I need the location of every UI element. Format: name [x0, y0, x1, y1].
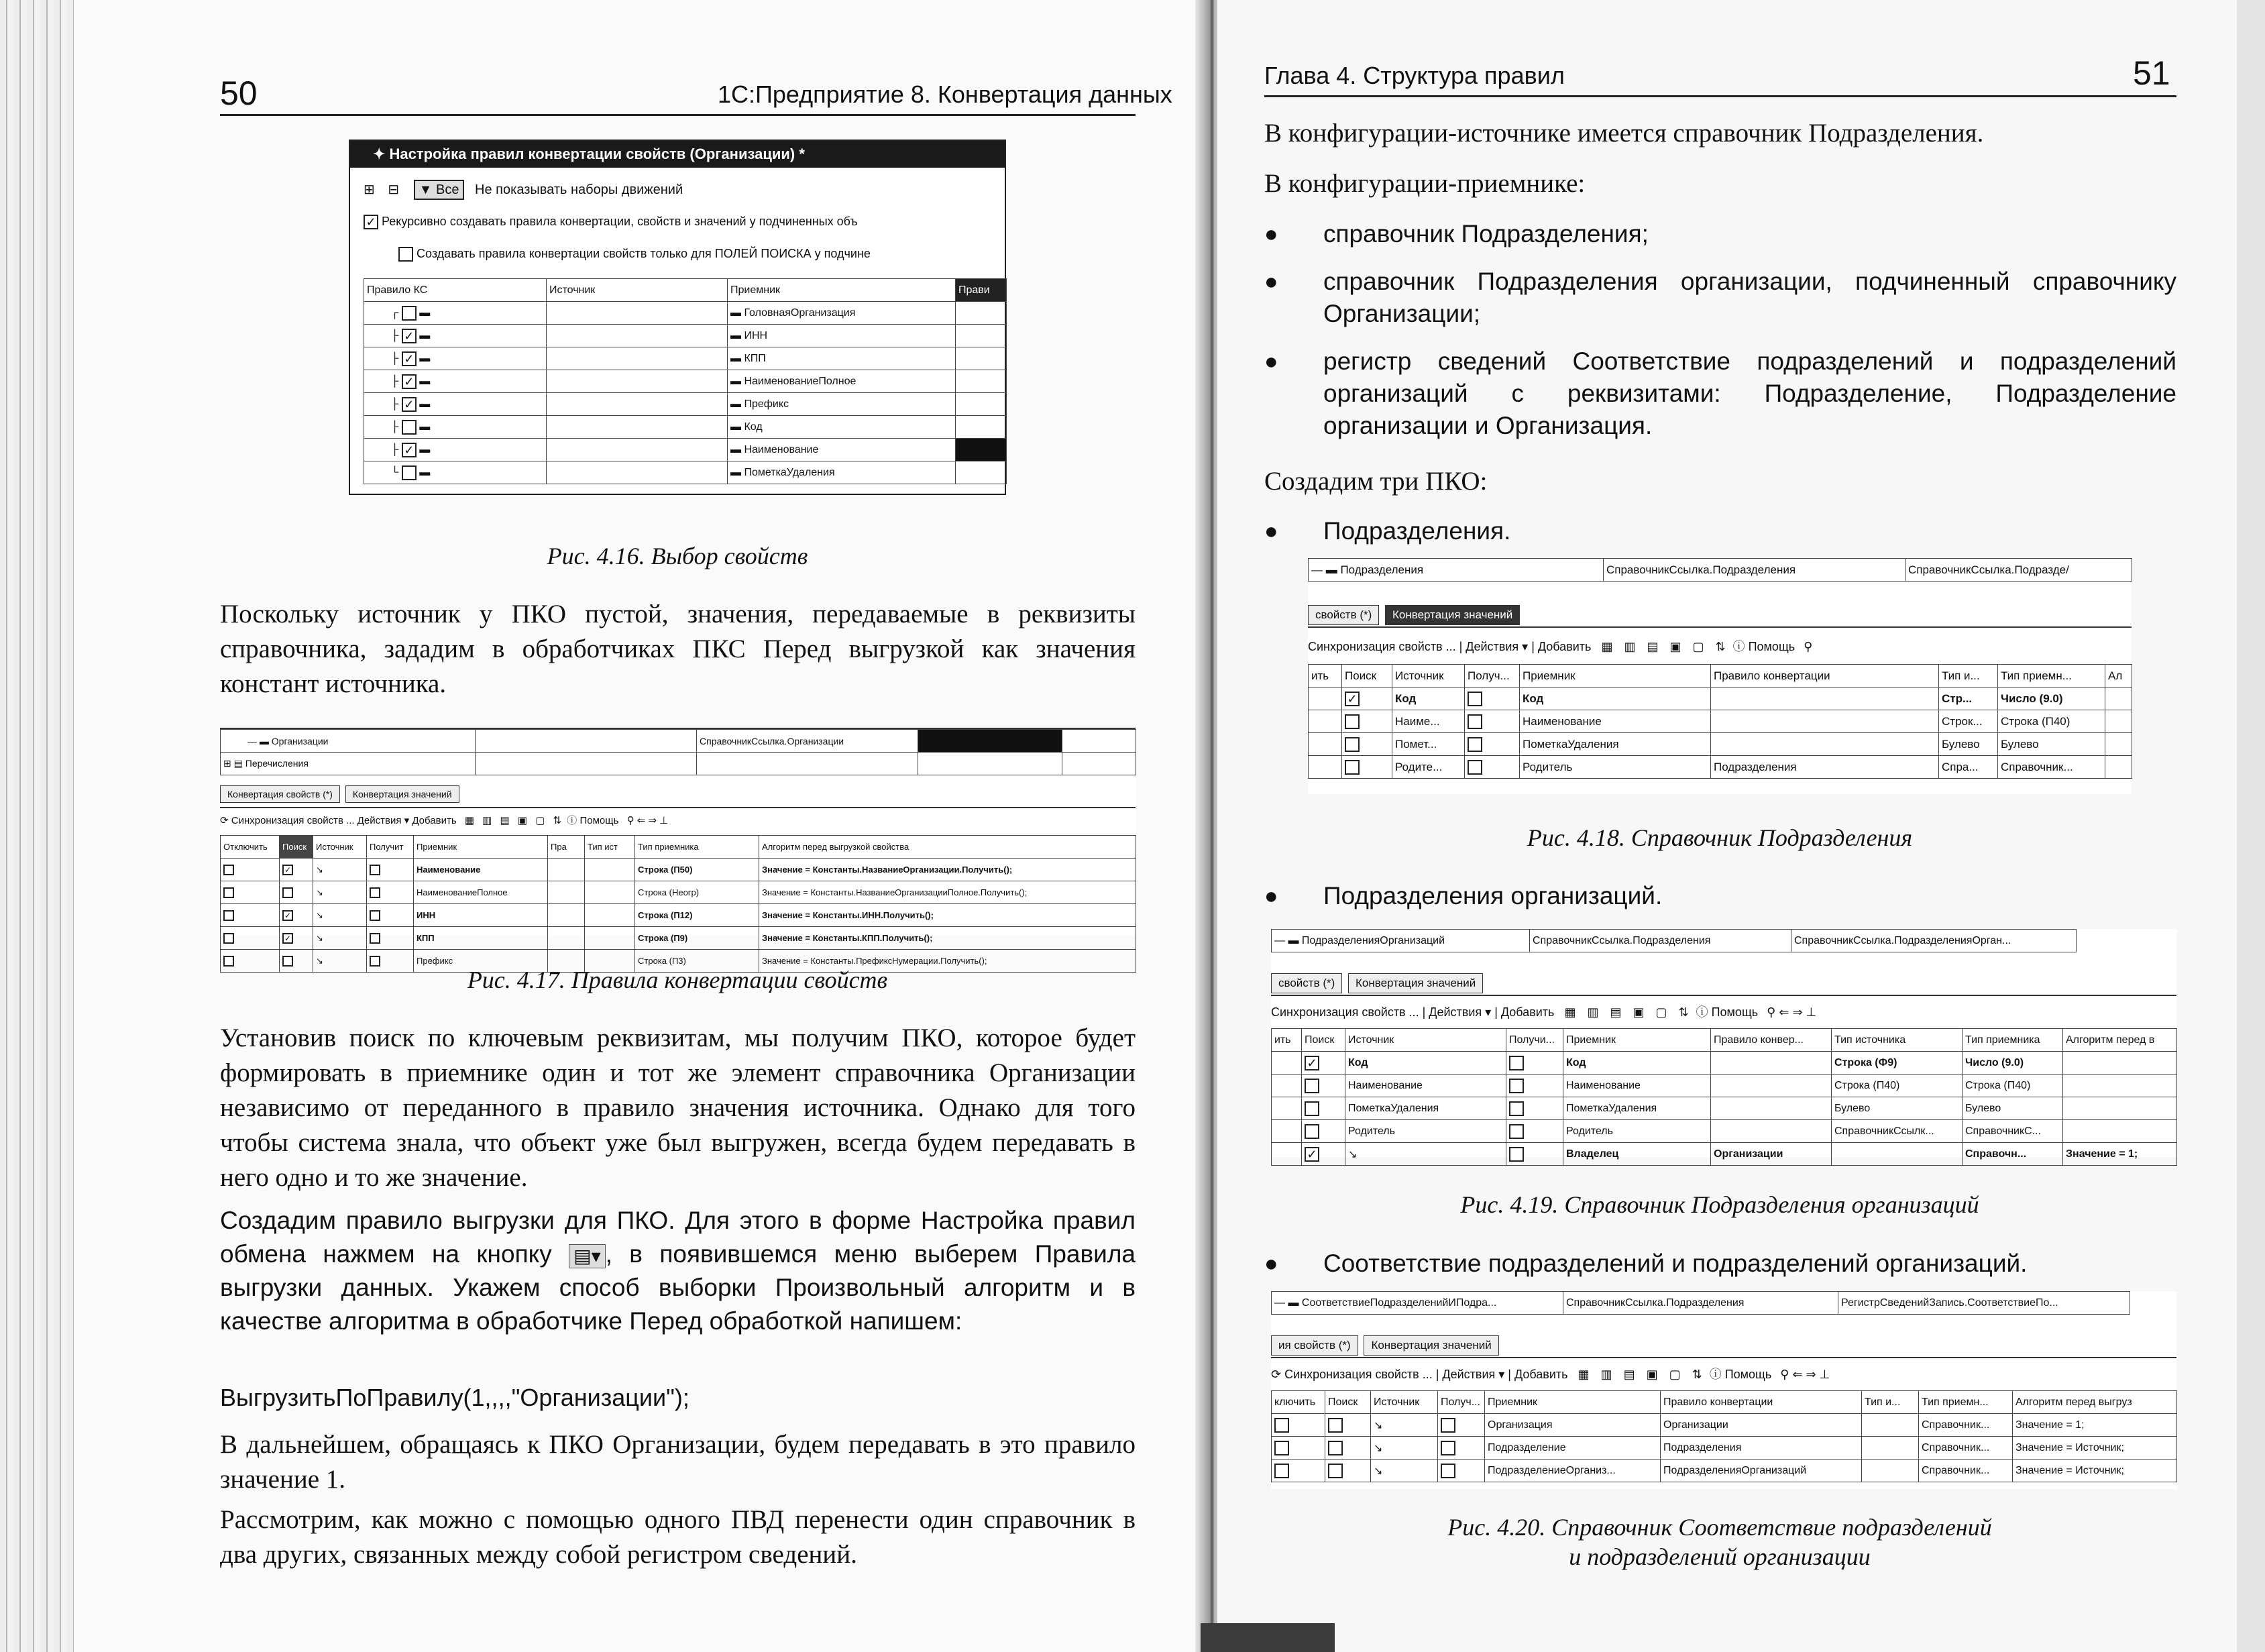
table-row[interactable]: — ▬ Организации СправочникСсылка.Организации	[221, 730, 1136, 753]
toolbar-icons[interactable]: ▦ ▥ ▤ ▣ ▢ ⇅	[1578, 1368, 1706, 1381]
grid-header: ить Поиск Источник Получ... Приемник Правило конвертации Тип и... Тип приемн... Ал	[1309, 665, 2132, 687]
conversion-grid	[220, 835, 1136, 973]
fig-4-19-caption: Рис. 4.19. Справочник Подразделения организаций	[1460, 1191, 1979, 1218]
toolbar	[364, 181, 683, 198]
table-row[interactable]: ├ ✓ ▬ ▬ Префикс	[364, 393, 1007, 416]
table-row[interactable]: ├ ✓ ▬ ▬ КПП	[364, 347, 1007, 370]
list-item: ● Соответствие подразделений и подразделений организаций.	[1264, 1250, 2028, 1277]
conversion-grid	[1308, 664, 2132, 779]
search-icon[interactable]: ⚲	[626, 815, 634, 826]
table-row[interactable]: ✓ ↘ Владелец Организации Справочн... Значение = 1;	[1272, 1143, 2177, 1166]
table-row[interactable]: Родитель Родитель СправочникСсылк... СправочникС...	[1272, 1120, 2177, 1143]
rules-toolbar: ⟳ Синхронизация свойств ... | Действия ▾ | Добавить ▦ ▥ ▤ ▣ ▢ ⇅ ⓘ Помощь ⚲ ⇐ ⇒ ⊥	[1271, 1368, 1830, 1381]
table-row[interactable]: ✓ ↘ Наименование Строка (П50) Значение = Константы.НазваниеОрганизации.Получить();	[221, 859, 1136, 881]
tab-property-conversion[interactable]: свойств (*)	[1271, 973, 1342, 993]
table-row[interactable]: Помет... ПометкаУдаления Булево Булево	[1309, 733, 2132, 756]
scan-shadow	[1201, 1623, 1335, 1652]
list-item: ● Подразделения организаций.	[1264, 882, 1663, 910]
paragraph-5: Рассмотрим, как можно с помощью одного ПВД перенести один справочник в два других, связанных между собой регистром сведений.	[220, 1505, 1136, 1569]
grid-header: ить Поиск Источник Получи... Приемник Правило конвер... Тип источника Тип приемника Алгоритм перед в	[1272, 1029, 2177, 1052]
tab-value-conversion[interactable]: Конвертация значений	[1364, 1335, 1498, 1356]
conversion-grid	[1271, 1390, 2177, 1482]
page-number-left: 50	[220, 74, 258, 112]
help-icon[interactable]: ⓘ	[1709, 1368, 1722, 1381]
header-rule-right	[1264, 95, 2176, 97]
intro-line-2: В конфигурации-приемнике:	[1264, 169, 1586, 198]
tab-property-conversion[interactable]: ия свойств (*)	[1271, 1335, 1358, 1356]
tab-value-conversion[interactable]: Конвертация значений	[1348, 973, 1483, 993]
recursive-option[interactable]: ✓ Рекурсивно создавать правила конвертации, свойств и значений у подчиненных объ	[364, 215, 858, 229]
expand-icon[interactable]: ⊞	[364, 182, 375, 197]
search-fields-option[interactable]: Создавать правила конвертации свойств только для ПОЛЕЙ ПОИСКА у подчине	[398, 247, 871, 262]
list-item: ● Подразделения.	[1264, 517, 1511, 545]
table-row[interactable]: ├ ✓ ▬ ▬ ИНН	[364, 325, 1007, 347]
table-row[interactable]: Наименование Наименование Строка (П40) Строка (П40)	[1272, 1075, 2177, 1097]
fig-4-16-caption: Рис. 4.16. Выбор свойств	[547, 543, 808, 569]
rules-toolbar: ⟳ Синхронизация свойств ... Действия ▾ Добавить ▦ ▥ ▤ ▣ ▢ ⇅ ⓘ Помощь ⚲ ⇐ ⇒ ⊥	[220, 815, 669, 826]
fig-4-18-window	[1308, 558, 2132, 794]
paragraph-2: Установив поиск по ключевым реквизитам, мы получим ПКО, которое будет формировать в приемнике один и тот же элемент справочника Организации независимо от переданного в правило значения источника. Однако для того чтобы система знала, что объект уже был выгружен, всегда будем передавать в него одно и то же значение.	[220, 1024, 1136, 1192]
rules-toolbar: Синхронизация свойств ... | Действия ▾ | Добавить ▦ ▥ ▤ ▣ ▢ ⇅ ⓘ Помощь ⚲ ⇐ ⇒ ⊥	[1271, 1005, 1817, 1019]
tab-property-conversion[interactable]: свойств (*)	[1308, 605, 1379, 625]
table-row[interactable]: ↘ Подразделение Подразделения Справочник... Значение = Источник;	[1272, 1437, 2177, 1460]
search-icon[interactable]: ⚲	[1804, 640, 1813, 653]
fig-4-16-window	[349, 140, 1006, 495]
grid-header: Правило КС Источник Приемник Прави	[364, 279, 1007, 302]
table-row[interactable]: ⊞ ▤ Перечисления	[221, 753, 1136, 775]
table-row[interactable]: └ ▬ ▬ ПометкаУдаления	[364, 461, 1007, 484]
toolbar-icons[interactable]: ▦ ▥ ▤ ▣ ▢ ⇅	[1601, 640, 1730, 653]
paragraph-4: В дальнейшем, обращаясь к ПКО Организации, будем передавать в это правило значение 1.	[220, 1430, 1136, 1494]
rule-tabs	[220, 785, 1136, 808]
help-icon[interactable]: ⓘ	[567, 815, 577, 826]
rule-top-row	[1308, 558, 2132, 582]
tab-value-conversion[interactable]: Конвертация значений	[345, 785, 459, 803]
tab-property-conversion[interactable]: Конвертация свойств (*)	[220, 785, 340, 803]
table-row[interactable]: ↘ Префикс Строка (П3) Значение = Константы.ПрефиксНумерации.Получить();	[221, 950, 1136, 973]
help-icon[interactable]: ⓘ	[1732, 640, 1745, 653]
paragraph-3: Создадим правило выгрузки для ПКО. Для этого в форме Настройка правил обмена нажмем на кнопку ▤▾ , в появившемся меню выберем Правила выгрузки данных. Укажем способ выборки Произвольный алгоритм и в качестве алгоритма в обработчике Перед обработкой напишем:	[220, 1207, 1136, 1335]
table-row[interactable]: ├ ✓ ▬ ▬ НаименованиеПолное	[364, 370, 1007, 393]
rule-top-row	[1271, 1291, 2130, 1315]
rules-toolbar: Синхронизация свойств ... | Действия ▾ | Добавить ▦ ▥ ▤ ▣ ▢ ⇅ ⓘ Помощь ⚲	[1308, 640, 1813, 653]
table-row[interactable]: ┌ ▬ ▬ ГоловнаяОрганизация	[364, 302, 1007, 325]
create-three-line: Создадим три ПКО:	[1264, 467, 1488, 496]
table-row[interactable]: ├ ▬ ▬ Код	[364, 416, 1007, 439]
table-row[interactable]: ✓ ↘ ИНН Строка (П12) Значение = Константы.ИНН.Получить();	[221, 904, 1136, 927]
page-number-right: 51	[2133, 54, 2170, 92]
table-row[interactable]: ✓ ↘ КПП Строка (П9) Значение = Константы.КПП.Получить();	[221, 927, 1136, 950]
search-icon[interactable]: ⚲	[1780, 1368, 1789, 1381]
fig-4-20-window	[1271, 1291, 2176, 1489]
sync-icon[interactable]: ⟳	[1271, 1368, 1282, 1381]
toolbar-icons[interactable]: ▦ ▥ ▤ ▣ ▢ ⇅	[1564, 1005, 1693, 1019]
grid-header: ключить Поиск Источник Получ... Приемник Правило конвертации Тип и... Тип приемн... Алгоритм перед выгруз	[1272, 1391, 2177, 1414]
table-row[interactable]: ↘ Организация Организации Справочник... Значение = 1;	[1272, 1414, 2177, 1437]
table-row[interactable]: ✓ Код Код Строка (Ф9) Число (9.0)	[1272, 1052, 2177, 1075]
help-icon[interactable]: ⓘ	[1696, 1005, 1708, 1019]
sync-icon[interactable]: ⟳	[220, 815, 229, 826]
table-row[interactable]: Родите... Родитель Подразделения Спра... Справочник...	[1309, 756, 2132, 779]
rule-top-row	[1271, 929, 2077, 952]
arrows-icon[interactable]: ⇐ ⇒ ⊥	[637, 815, 669, 826]
list-item: ● справочник Подразделения;	[1264, 220, 1649, 247]
paragraph-1: Поскольку источник у ПКО пустой, значения, передаваемые в реквизиты справочника, зададим в обработчиках ПКС Перед выгрузкой как значения констант источника.	[220, 600, 1136, 698]
table-row[interactable]: ✓ Код Код Стр... Число (9.0)	[1309, 687, 2132, 710]
table-row[interactable]: — ▬ Подразделения СправочникСсылка.Подразделения СправочникСсылка.Подразде/	[1309, 559, 2132, 582]
table-row[interactable]: ├ ✓ ▬ ▬ Наименование	[364, 439, 1007, 461]
search-icon[interactable]: ⚲	[1767, 1005, 1776, 1019]
collapse-icon[interactable]: ⊟	[388, 182, 400, 197]
arrows-icon[interactable]: ⇐ ⇒ ⊥	[1792, 1368, 1830, 1381]
header-rule-left	[220, 114, 1136, 116]
fig-4-18-caption: Рис. 4.18. Справочник Подразделения	[1527, 824, 1913, 851]
list-item: ● регистр сведений Соответствие подразделений и подразделений организаций с реквизитами: Подразделение, Подразделение организации и Организация.	[1264, 347, 2176, 439]
export-rules-button-icon: ▤▾	[569, 1244, 606, 1268]
filter-all-button[interactable]: ▼ Все	[414, 180, 465, 200]
intro-line-1: В конфигурации-источнике имеется справочник Подразделения.	[1264, 119, 1984, 148]
fig-4-17-window	[220, 728, 1136, 966]
code-line: ВыгрузитьПоПравилу(1,,,,"Организации");	[220, 1384, 689, 1411]
hide-sets-label: Не показывать наборы движений	[475, 182, 683, 197]
table-row[interactable]: Наиме... Наименование Строк... Строка (П40)	[1309, 710, 2132, 733]
list-item: ● справочник Подразделения организации, подчиненный справочнику Организации;	[1264, 268, 2176, 327]
grid-header: Отключить Поиск Источник Получит Приемник Пра Тип ист Тип приемника Алгоритм перед выгрузкой свойства	[221, 836, 1136, 859]
tab-value-conversion[interactable]: Конвертация значений	[1385, 605, 1520, 625]
window-icon: ✦	[373, 146, 390, 162]
table-row[interactable]: — ▬ ПодразделенияОрганизаций СправочникСсылка.Подразделения СправочникСсылка.ПодразделенияОрган...	[1272, 930, 2077, 952]
rule-tabs	[1271, 973, 2176, 996]
rule-tabs	[1271, 1335, 2176, 1358]
fig-4-20-caption: Рис. 4.20. Справочник Соответствие подразделений и подразделений организации	[1447, 1514, 1992, 1570]
table-row[interactable]: ↘ ПодразделениеОрганиз... ПодразделенияОрганизаций Справочник... Значение = Источник;	[1272, 1460, 2177, 1482]
table-row[interactable]: ПометкаУдаления ПометкаУдаления Булево Булево	[1272, 1097, 2177, 1120]
table-row[interactable]: — ▬ СоответствиеПодразделенийИПодра... СправочникСсылка.Подразделения РегистрСведенийЗапись.СоответствиеПо...	[1272, 1292, 2130, 1315]
arrows-icon[interactable]: ⇐ ⇒ ⊥	[1779, 1005, 1817, 1019]
page-edges	[0, 0, 74, 1652]
properties-grid	[364, 278, 1007, 484]
rule-tabs	[1308, 605, 2132, 628]
window-title: ✦ Настройка правил конвертации свойств (Организации) *	[350, 141, 1005, 168]
table-row[interactable]: ↘ НаименованиеПолное Строка (Неогр) Значение = Константы.НазваниеОрганизацииПолное.Получить();	[221, 881, 1136, 904]
fig-4-17-caption: Рис. 4.17. Правила конвертации свойств	[467, 967, 888, 993]
running-head-right: Глава 4. Структура правил	[1264, 62, 1565, 89]
conversion-grid	[1271, 1028, 2177, 1166]
running-head-left: 1С:Предприятие 8. Конвертация данных	[718, 80, 1172, 108]
fig-4-19-window	[1271, 929, 2176, 1161]
toolbar-icons[interactable]: ▦ ▥ ▤ ▣ ▢ ⇅	[464, 815, 565, 826]
rules-top-grid	[220, 729, 1136, 775]
